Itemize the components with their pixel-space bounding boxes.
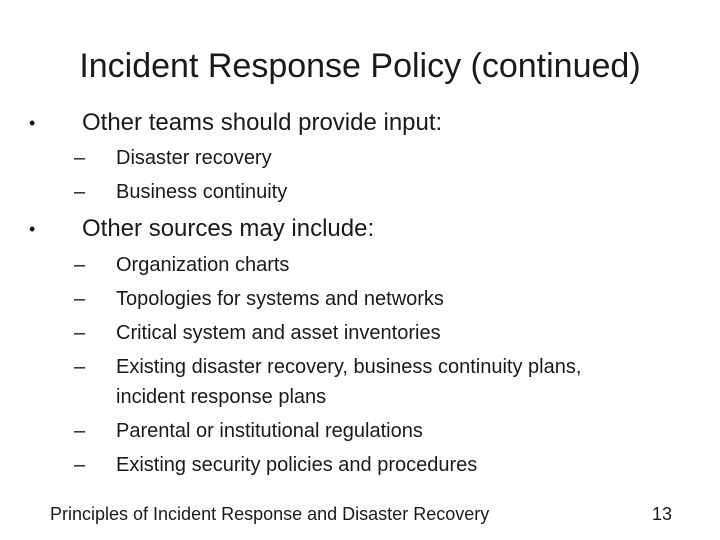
sub-dash: – <box>74 147 86 169</box>
slide-title: Incident Response Policy (continued) <box>79 47 641 85</box>
sub-text: Existing disaster recovery, business continuity plans, <box>116 356 582 378</box>
sub-dash: – <box>74 420 86 442</box>
bullet-marker: • <box>29 113 36 133</box>
sub-text: Business continuity <box>116 181 288 203</box>
sub-dash: – <box>74 454 86 476</box>
sub-dash: – <box>74 322 86 344</box>
sub-dash: – <box>74 254 86 276</box>
sub-text: Critical system and asset inventories <box>116 322 441 344</box>
bullet-text: Other teams should provide input: <box>82 109 443 136</box>
sub-text: Parental or institutional regulations <box>116 420 423 442</box>
sub-text: Disaster recovery <box>116 147 272 169</box>
sub-text: Organization charts <box>116 254 290 276</box>
bullet-marker: • <box>29 219 36 239</box>
sub-text: Topologies for systems and networks <box>116 288 444 310</box>
sub-text: Existing security policies and procedures <box>116 454 478 476</box>
bullet-text: Other sources may include: <box>82 215 375 242</box>
footer-text: Principles of Incident Response and Disaster Recovery <box>50 504 490 524</box>
sub-dash: – <box>74 356 86 378</box>
sub-text-continuation: incident response plans <box>116 386 327 408</box>
sub-dash: – <box>74 288 86 310</box>
page-number: 13 <box>651 504 672 524</box>
sub-dash: – <box>74 181 86 203</box>
